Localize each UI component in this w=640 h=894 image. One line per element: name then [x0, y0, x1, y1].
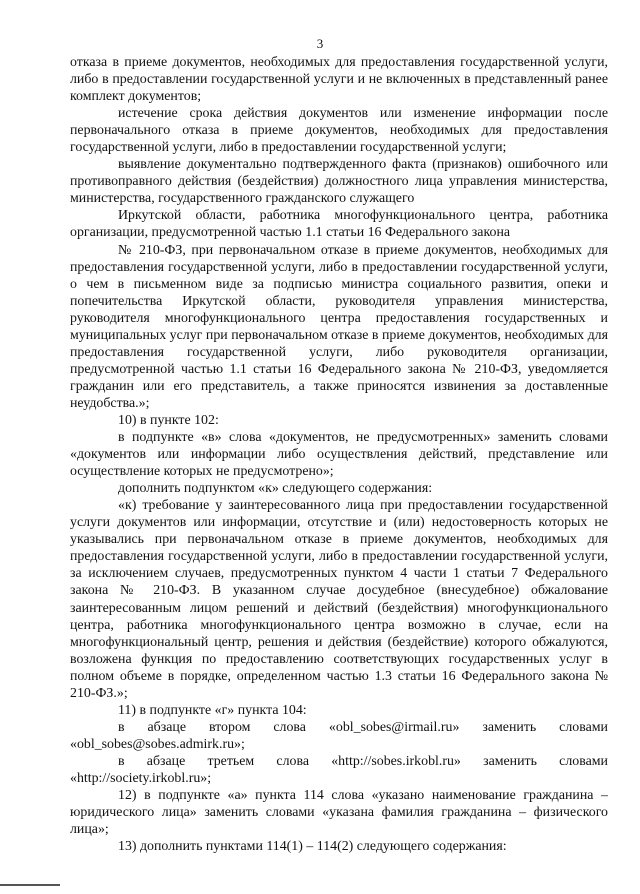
paragraph-14: 13) дополнить пунктами 114(1) – 114(2) следующего содержания:	[118, 839, 507, 855]
paragraph-1: отказа в приеме документов, необходимых для предоставления государственной услуги, либо в предоставлении государственной услуги и не включенных в представленный ранее комплект документов;	[70, 55, 608, 105]
paragraph-13: 12) в подпункте «а» пункта 114 слова «указано наименование гражданина – юридического лица» заменить словами «указана фамилия гражданина – физического лица»;	[70, 788, 608, 838]
paragraph-4: Иркутской области, работника многофункционального центра, работника организации, предусмотренной частью 1.1 статьи 16 Федерального закона	[70, 208, 608, 241]
paragraph-12: в абзаце третьем слова «http://sobes.irkobl.ru» заменить словами «http://society.irkobl.ru»;	[70, 753, 608, 786]
paragraph-8: дополнить подпунктом «к» следующего содержания:	[118, 481, 433, 497]
paragraph-7: в подпункте «в» слова «документов, не предусмотренных» заменить словами «документов или информации либо осуществления действий, представление или осуществление которых не предусмотрено»;	[70, 430, 608, 480]
paragraph-5: № 210-ФЗ, при первоначальном отказе в приеме документов, необходимых для предоставления государственной услуги, либо в предоставлении государственной услуги, о чем в письменном виде за подписью министра социального развития, опеки и попечительства Иркутской области, руководителя управления министерства, руководителя многофункционального центра предоставления государственных и муниципальных услуг при первоначальном отказе в приеме документов, необходимых для предоставления государственной услуги, либо руководителя организации, предусмотренной частью 1.1 статьи 16 Федерального закона № 210-ФЗ, уведомляется гражданин или его представитель, а также приносятся извинения за доставленные неудобства.»;	[70, 242, 608, 411]
scan-edge-mark	[0, 884, 60, 886]
document-body	[70, 54, 608, 855]
paragraph-3: выявление документально подтвержденного факта (признаков) ошибочного или противоправного действия (бездействия) должностного лица управления министерства, министерства, государственного гражданского служащего	[70, 157, 608, 207]
paragraph-11: в абзаце втором слова «obl_sobes@irmail.ru» заменить словами «obl_sobes@sobes.admirk.ru»;	[70, 719, 608, 752]
paragraph-9: «к) требование у заинтересованного лица при предоставлении государственной услуги документов или информации, отсутствие и (или) недостоверность которых не указывались при первоначальном отказе в приеме документов, необходимых для предоставления государственной услуги, либо в предоставлении государственной услуги, за исключением случаев, предусмотренных пунктом 4 части 1 статьи 7 Федерального закона № 210-ФЗ. В указанном случае досудебное (внесудебное) обжалование заинтересованным лицом решений и действий (бездействия) многофункционального центра, работника многофункционального центра возможно в случае, если на многофункциональный центр, решения и действия (бездействие) которого обжалуются, возложена функция по предоставлению соответствующих государственных услуг в полном объеме в порядке, определенном частью 1.3 статьи 16 Федерального закона № 210-ФЗ.»;	[70, 498, 608, 701]
paragraph-6: 10) в пункте 102:	[118, 412, 219, 428]
page-number: 3	[316, 36, 324, 51]
paragraph-2: истечение срока действия документов или изменение информации после первоначального отказа в приеме документов, необходимых для предоставления государственной услуги, либо в предоставлении государственной услуги;	[70, 106, 608, 156]
paragraph-10: 11) в подпункте «г» пункта 104:	[118, 702, 307, 718]
